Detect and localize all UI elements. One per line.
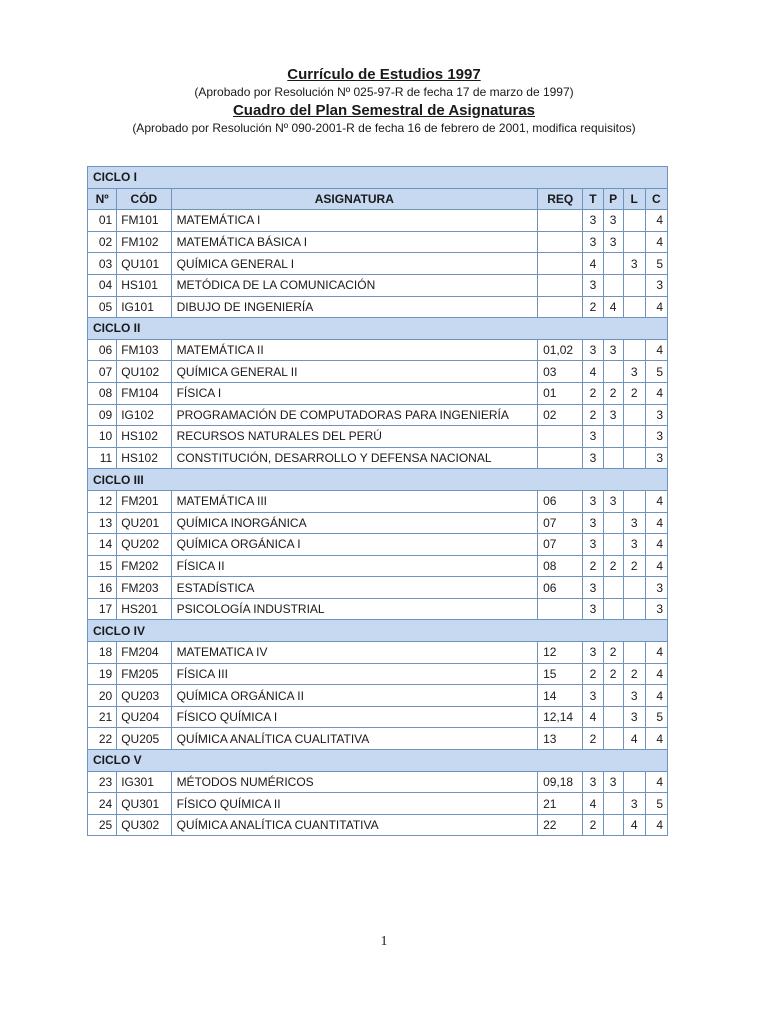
table-row	[88, 534, 668, 556]
code-cell: FM103	[117, 339, 171, 361]
theory-hours-cell: 4	[583, 793, 603, 815]
subject-cell: QUÍMICA INORGÁNICA	[171, 512, 538, 534]
requisites-cell	[538, 210, 583, 232]
subject-cell: FÍSICO QUÍMICA I	[171, 706, 538, 728]
subject-cell: QUÍMICA ANALÍTICA CUALITATIVA	[171, 728, 538, 750]
lab-hours-cell: 3	[623, 361, 645, 383]
credits-cell: 4	[645, 534, 667, 556]
number-cell: 04	[88, 274, 117, 296]
lab-hours-cell: 4	[623, 814, 645, 836]
number-cell: 11	[88, 447, 117, 469]
code-cell: FM102	[117, 231, 171, 253]
code-cell: QU102	[117, 361, 171, 383]
subject-cell: QUÍMICA GENERAL II	[171, 361, 538, 383]
theory-hours-cell: 3	[583, 534, 603, 556]
practice-hours-cell: 3	[603, 210, 623, 232]
theory-hours-cell: 2	[583, 404, 603, 426]
subject-cell: CONSTITUCIÓN, DESARROLLO Y DEFENSA NACIONAL	[171, 447, 538, 469]
code-cell: HS201	[117, 598, 171, 620]
practice-hours-cell: 2	[603, 663, 623, 685]
practice-hours-cell: 3	[603, 490, 623, 512]
credits-cell: 5	[645, 253, 667, 275]
number-cell: 08	[88, 382, 117, 404]
cycle-name: CICLO V	[88, 750, 668, 772]
column-header-credits: C	[645, 188, 667, 210]
column-header-code: CÓD	[117, 188, 171, 210]
subject-cell: QUÍMICA ANALÍTICA CUANTITATIVA	[171, 814, 538, 836]
subject-cell: QUÍMICA ORGÁNICA II	[171, 685, 538, 707]
table-row	[88, 339, 668, 361]
practice-hours-cell	[603, 728, 623, 750]
lab-hours-cell	[623, 404, 645, 426]
practice-hours-cell: 3	[603, 404, 623, 426]
cycle-name: CICLO IV	[88, 620, 668, 642]
table-row	[88, 663, 668, 685]
requisites-cell	[538, 253, 583, 275]
code-cell: FM101	[117, 210, 171, 232]
table-row	[88, 685, 668, 707]
requisites-cell	[538, 274, 583, 296]
subject-cell: MATEMATICA IV	[171, 642, 538, 664]
practice-hours-cell	[603, 447, 623, 469]
practice-hours-cell	[603, 253, 623, 275]
column-header-number: Nº	[88, 188, 117, 210]
practice-hours-cell	[603, 274, 623, 296]
plan-title: Cuadro del Plan Semestral de Asignaturas	[232, 102, 536, 119]
credits-cell: 4	[645, 339, 667, 361]
lab-hours-cell	[623, 426, 645, 448]
cycle-name: CICLO II	[88, 318, 668, 340]
practice-hours-cell: 2	[603, 555, 623, 577]
credits-cell: 3	[645, 598, 667, 620]
number-cell: 09	[88, 404, 117, 426]
theory-hours-cell: 3	[583, 577, 603, 599]
theory-hours-cell: 4	[583, 361, 603, 383]
theory-hours-cell: 2	[583, 663, 603, 685]
code-cell: HS101	[117, 274, 171, 296]
table-row	[88, 642, 668, 664]
lab-hours-cell	[623, 447, 645, 469]
table-row	[88, 793, 668, 815]
table-row	[88, 210, 668, 232]
theory-hours-cell: 3	[583, 512, 603, 534]
theory-hours-cell: 3	[583, 598, 603, 620]
theory-hours-cell: 3	[583, 339, 603, 361]
subject-cell: QUÍMICA ORGÁNICA I	[171, 534, 538, 556]
theory-hours-cell: 2	[583, 728, 603, 750]
requisites-cell: 13	[538, 728, 583, 750]
practice-hours-cell	[603, 534, 623, 556]
table-row	[88, 296, 668, 318]
table-row	[88, 728, 668, 750]
credits-cell: 4	[645, 210, 667, 232]
requisites-cell: 06	[538, 490, 583, 512]
requisites-cell	[538, 426, 583, 448]
lab-hours-cell: 2	[623, 382, 645, 404]
requisites-cell	[538, 296, 583, 318]
requisites-cell: 22	[538, 814, 583, 836]
practice-hours-cell: 3	[603, 231, 623, 253]
requisites-cell	[538, 598, 583, 620]
subject-cell: FÍSICO QUÍMICA II	[171, 793, 538, 815]
lab-hours-cell: 2	[623, 555, 645, 577]
code-cell: FM204	[117, 642, 171, 664]
practice-hours-cell	[603, 598, 623, 620]
requisites-cell: 02	[538, 404, 583, 426]
subject-cell: ESTADÍSTICA	[171, 577, 538, 599]
subject-cell: MATEMÁTICA III	[171, 490, 538, 512]
theory-hours-cell: 3	[583, 447, 603, 469]
theory-hours-cell: 2	[583, 382, 603, 404]
document-header	[0, 66, 768, 136]
code-cell: QU204	[117, 706, 171, 728]
practice-hours-cell	[603, 793, 623, 815]
code-cell: QU101	[117, 253, 171, 275]
subject-cell: MÉTODOS NUMÉRICOS	[171, 771, 538, 793]
theory-hours-cell: 3	[583, 642, 603, 664]
subject-cell: FÍSICA III	[171, 663, 538, 685]
lab-hours-cell: 3	[623, 253, 645, 275]
credits-cell: 3	[645, 426, 667, 448]
number-cell: 20	[88, 685, 117, 707]
column-header-practice-hours: P	[603, 188, 623, 210]
requisites-cell: 06	[538, 577, 583, 599]
credits-cell: 4	[645, 382, 667, 404]
credits-cell: 5	[645, 706, 667, 728]
table-row	[88, 814, 668, 836]
number-cell: 15	[88, 555, 117, 577]
code-cell: IG101	[117, 296, 171, 318]
requisites-cell	[538, 231, 583, 253]
number-cell: 03	[88, 253, 117, 275]
column-header-row	[88, 188, 668, 210]
subject-cell: MATEMÁTICA BÁSICA I	[171, 231, 538, 253]
requisites-cell: 12	[538, 642, 583, 664]
lab-hours-cell: 3	[623, 534, 645, 556]
requisites-cell: 01	[538, 382, 583, 404]
lab-hours-cell: 3	[623, 512, 645, 534]
table-row	[88, 274, 668, 296]
table-row	[88, 706, 668, 728]
lab-hours-cell	[623, 490, 645, 512]
number-cell: 21	[88, 706, 117, 728]
theory-hours-cell: 2	[583, 555, 603, 577]
table-row	[88, 577, 668, 599]
cycle-name: CICLO III	[88, 469, 668, 491]
practice-hours-cell: 2	[603, 382, 623, 404]
number-cell: 12	[88, 490, 117, 512]
code-cell: QU203	[117, 685, 171, 707]
requisites-cell: 01,02	[538, 339, 583, 361]
cycle-header-row	[88, 620, 668, 642]
cycle-header-row	[88, 167, 668, 189]
table-row	[88, 598, 668, 620]
code-cell: QU302	[117, 814, 171, 836]
subject-cell: QUÍMICA GENERAL I	[171, 253, 538, 275]
requisites-cell: 07	[538, 512, 583, 534]
table-row	[88, 771, 668, 793]
lab-hours-cell	[623, 642, 645, 664]
practice-hours-cell	[603, 426, 623, 448]
number-cell: 22	[88, 728, 117, 750]
subject-cell: METÓDICA DE LA COMUNICACIÓN	[171, 274, 538, 296]
requisites-cell: 21	[538, 793, 583, 815]
course-plan-table	[87, 166, 668, 836]
curriculum-approval-note: (Aprobado por Resolución Nº 025-97-R de fecha 17 de marzo de 1997)	[194, 85, 574, 99]
requisites-cell: 12,14	[538, 706, 583, 728]
credits-cell: 4	[645, 685, 667, 707]
page-number: 1	[380, 934, 388, 949]
credits-cell: 3	[645, 404, 667, 426]
subject-cell: PROGRAMACIÓN DE COMPUTADORAS PARA INGENIERÍA	[171, 404, 538, 426]
practice-hours-cell	[603, 685, 623, 707]
credits-cell: 4	[645, 814, 667, 836]
practice-hours-cell	[603, 512, 623, 534]
code-cell: QU301	[117, 793, 171, 815]
table-row	[88, 490, 668, 512]
lab-hours-cell: 2	[623, 663, 645, 685]
credits-cell: 4	[645, 771, 667, 793]
lab-hours-cell	[623, 339, 645, 361]
theory-hours-cell: 3	[583, 685, 603, 707]
table-row	[88, 447, 668, 469]
lab-hours-cell	[623, 296, 645, 318]
code-cell: FM202	[117, 555, 171, 577]
theory-hours-cell: 3	[583, 490, 603, 512]
number-cell: 06	[88, 339, 117, 361]
credits-cell: 4	[645, 728, 667, 750]
theory-hours-cell: 3	[583, 210, 603, 232]
code-cell: FM104	[117, 382, 171, 404]
credits-cell: 5	[645, 361, 667, 383]
credits-cell: 4	[645, 555, 667, 577]
code-cell: FM205	[117, 663, 171, 685]
practice-hours-cell: 3	[603, 339, 623, 361]
number-cell: 14	[88, 534, 117, 556]
credits-cell: 3	[645, 447, 667, 469]
column-header-theory-hours: T	[583, 188, 603, 210]
table-row	[88, 512, 668, 534]
cycle-header-row	[88, 318, 668, 340]
theory-hours-cell: 3	[583, 274, 603, 296]
requisites-cell: 14	[538, 685, 583, 707]
table-row	[88, 404, 668, 426]
subject-cell: FÍSICA II	[171, 555, 538, 577]
lab-hours-cell	[623, 577, 645, 599]
credits-cell: 4	[645, 663, 667, 685]
table-row	[88, 555, 668, 577]
credits-cell: 4	[645, 642, 667, 664]
practice-hours-cell: 3	[603, 771, 623, 793]
credits-cell: 4	[645, 231, 667, 253]
column-header-subject: ASIGNATURA	[171, 188, 538, 210]
cycle-name: CICLO I	[88, 167, 668, 189]
subject-cell: MATEMÁTICA II	[171, 339, 538, 361]
theory-hours-cell: 2	[583, 814, 603, 836]
table-row	[88, 361, 668, 383]
practice-hours-cell	[603, 577, 623, 599]
code-cell: HS102	[117, 447, 171, 469]
number-cell: 01	[88, 210, 117, 232]
cycle-header-row	[88, 469, 668, 491]
lab-hours-cell: 3	[623, 793, 645, 815]
plan-approval-note: (Aprobado por Resolución Nº 090-2001-R de fecha 16 de febrero de 2001, modifica requisitos)	[132, 121, 636, 135]
theory-hours-cell: 3	[583, 771, 603, 793]
code-cell: QU201	[117, 512, 171, 534]
subject-cell: RECURSOS NATURALES DEL PERÚ	[171, 426, 538, 448]
practice-hours-cell	[603, 706, 623, 728]
requisites-cell: 08	[538, 555, 583, 577]
table-row	[88, 253, 668, 275]
subject-cell: FÍSICA I	[171, 382, 538, 404]
code-cell: FM203	[117, 577, 171, 599]
table-row	[88, 231, 668, 253]
lab-hours-cell	[623, 771, 645, 793]
lab-hours-cell: 4	[623, 728, 645, 750]
theory-hours-cell: 3	[583, 426, 603, 448]
lab-hours-cell: 3	[623, 706, 645, 728]
practice-hours-cell	[603, 814, 623, 836]
requisites-cell: 09,18	[538, 771, 583, 793]
number-cell: 25	[88, 814, 117, 836]
practice-hours-cell: 4	[603, 296, 623, 318]
lab-hours-cell	[623, 210, 645, 232]
code-cell: IG102	[117, 404, 171, 426]
code-cell: QU202	[117, 534, 171, 556]
number-cell: 13	[88, 512, 117, 534]
column-header-lab-hours: L	[623, 188, 645, 210]
number-cell: 23	[88, 771, 117, 793]
lab-hours-cell	[623, 231, 645, 253]
lab-hours-cell	[623, 598, 645, 620]
table-row	[88, 382, 668, 404]
requisites-cell: 15	[538, 663, 583, 685]
lab-hours-cell	[623, 274, 645, 296]
credits-cell: 4	[645, 490, 667, 512]
number-cell: 24	[88, 793, 117, 815]
code-cell: QU205	[117, 728, 171, 750]
requisites-cell: 07	[538, 534, 583, 556]
subject-cell: DIBUJO DE INGENIERÍA	[171, 296, 538, 318]
theory-hours-cell: 4	[583, 706, 603, 728]
code-cell: FM201	[117, 490, 171, 512]
practice-hours-cell: 2	[603, 642, 623, 664]
number-cell: 10	[88, 426, 117, 448]
code-cell: IG301	[117, 771, 171, 793]
table-row	[88, 426, 668, 448]
credits-cell: 5	[645, 793, 667, 815]
number-cell: 05	[88, 296, 117, 318]
credits-cell: 4	[645, 512, 667, 534]
theory-hours-cell: 2	[583, 296, 603, 318]
theory-hours-cell: 3	[583, 231, 603, 253]
number-cell: 18	[88, 642, 117, 664]
number-cell: 17	[88, 598, 117, 620]
practice-hours-cell	[603, 361, 623, 383]
cycle-header-row	[88, 750, 668, 772]
subject-cell: PSICOLOGÍA INDUSTRIAL	[171, 598, 538, 620]
number-cell: 19	[88, 663, 117, 685]
credits-cell: 4	[645, 296, 667, 318]
subject-cell: MATEMÁTICA I	[171, 210, 538, 232]
lab-hours-cell: 3	[623, 685, 645, 707]
requisites-cell	[538, 447, 583, 469]
number-cell: 07	[88, 361, 117, 383]
number-cell: 02	[88, 231, 117, 253]
credits-cell: 3	[645, 274, 667, 296]
requisites-cell: 03	[538, 361, 583, 383]
column-header-requisites: REQ	[538, 188, 583, 210]
credits-cell: 3	[645, 577, 667, 599]
number-cell: 16	[88, 577, 117, 599]
theory-hours-cell: 4	[583, 253, 603, 275]
code-cell: HS102	[117, 426, 171, 448]
curriculum-title: Currículo de Estudios 1997	[287, 66, 481, 83]
